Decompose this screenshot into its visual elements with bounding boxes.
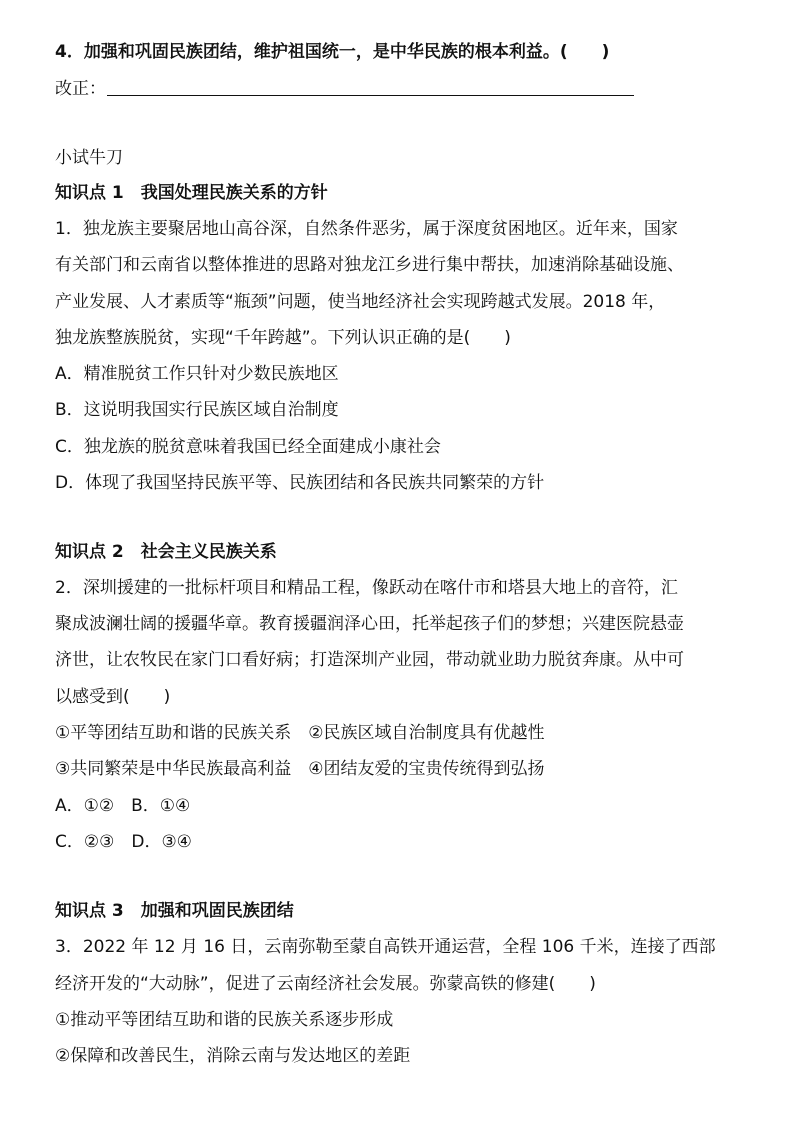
question-1-stem-line: 产业发展、人才素质等“瓶颈”问题，使当地经济社会实现跨越式发展。2018 年， — [55, 292, 666, 312]
question-2-stem-line: 以感受到( ) — [55, 687, 171, 707]
question-1-stem-line: 独龙族整族脱贫，实现“千年跨越”。下列认识正确的是( ) — [55, 328, 511, 348]
correction-blank-line[interactable] — [107, 95, 634, 96]
question-1-option-d: D．体现了我国坚持民族平等、民族团结和各民族共同繁荣的方针 — [55, 473, 545, 493]
correction-label: 改正： — [55, 79, 106, 99]
question-2-statements-3-4: ③共同繁荣是中华民族最高利益 ④团结友爱的宝贵传统得到弘扬 — [55, 759, 545, 779]
question-2-stem-line: 济世，让农牧民在家门口看好病；打造深圳产业园，带动就业助力脱贫奔康。从中可 — [55, 650, 684, 670]
knowledge-point-3-heading: 知识点 3 加强和巩固民族团结 — [55, 901, 294, 921]
question-2-stem-line: 2．深圳援建的一批标杆项目和精品工程，像跃动在喀什市和塔县大地上的音符，汇 — [55, 578, 678, 598]
question-3-stem-line: 3．2022 年 12 月 16 日，云南弥勒至蒙自高铁开通运营，全程 106 千米，连接了西部 — [55, 937, 716, 957]
question-2-options-ab: A．①② B．①④ — [55, 796, 191, 816]
question-1-stem-line: 1．独龙族主要聚居地山高谷深，自然条件恶劣，属于深度贫困地区。近年来，国家 — [55, 219, 678, 239]
question-2-options-cd: C．②③ D．③④ — [55, 832, 192, 852]
question-1-option-a: A．精准脱贫工作只针对少数民族地区 — [55, 364, 339, 384]
question-1-stem-line: 有关部门和云南省以整体推进的思路对独龙江乡进行集中帮扶，加速消除基础设施、 — [55, 255, 684, 275]
question-2-stem-line: 聚成波澜壮阔的援疆华章。教育援疆润泽心田，托举起孩子们的梦想；兴建医院悬壶 — [55, 614, 684, 634]
question-3-statement-2: ②保障和改善民生，消除云南与发达地区的差距 — [55, 1046, 411, 1066]
question-4: 4．加强和巩固民族团结，维护祖国统一，是中华民族的根本利益。( ) — [55, 42, 610, 62]
question-3-stem-line: 经济开发的“大动脉”，促进了云南经济社会发展。弥蒙高铁的修建( ) — [55, 974, 596, 994]
question-1-option-b: B．这说明我国实行民族区域自治制度 — [55, 400, 339, 420]
knowledge-point-1-heading: 知识点 1 我国处理民族关系的方针 — [55, 183, 328, 203]
question-3-statement-1: ①推动平等团结互助和谐的民族关系逐步形成 — [55, 1010, 394, 1030]
question-2-statements-1-2: ①平等团结互助和谐的民族关系 ②民族区域自治制度具有优越性 — [55, 723, 545, 743]
question-1-option-c: C．独龙族的脱贫意味着我国已经全面建成小康社会 — [55, 437, 441, 457]
knowledge-point-2-heading: 知识点 2 社会主义民族关系 — [55, 542, 277, 562]
section-title: 小试牛刀 — [55, 148, 123, 168]
